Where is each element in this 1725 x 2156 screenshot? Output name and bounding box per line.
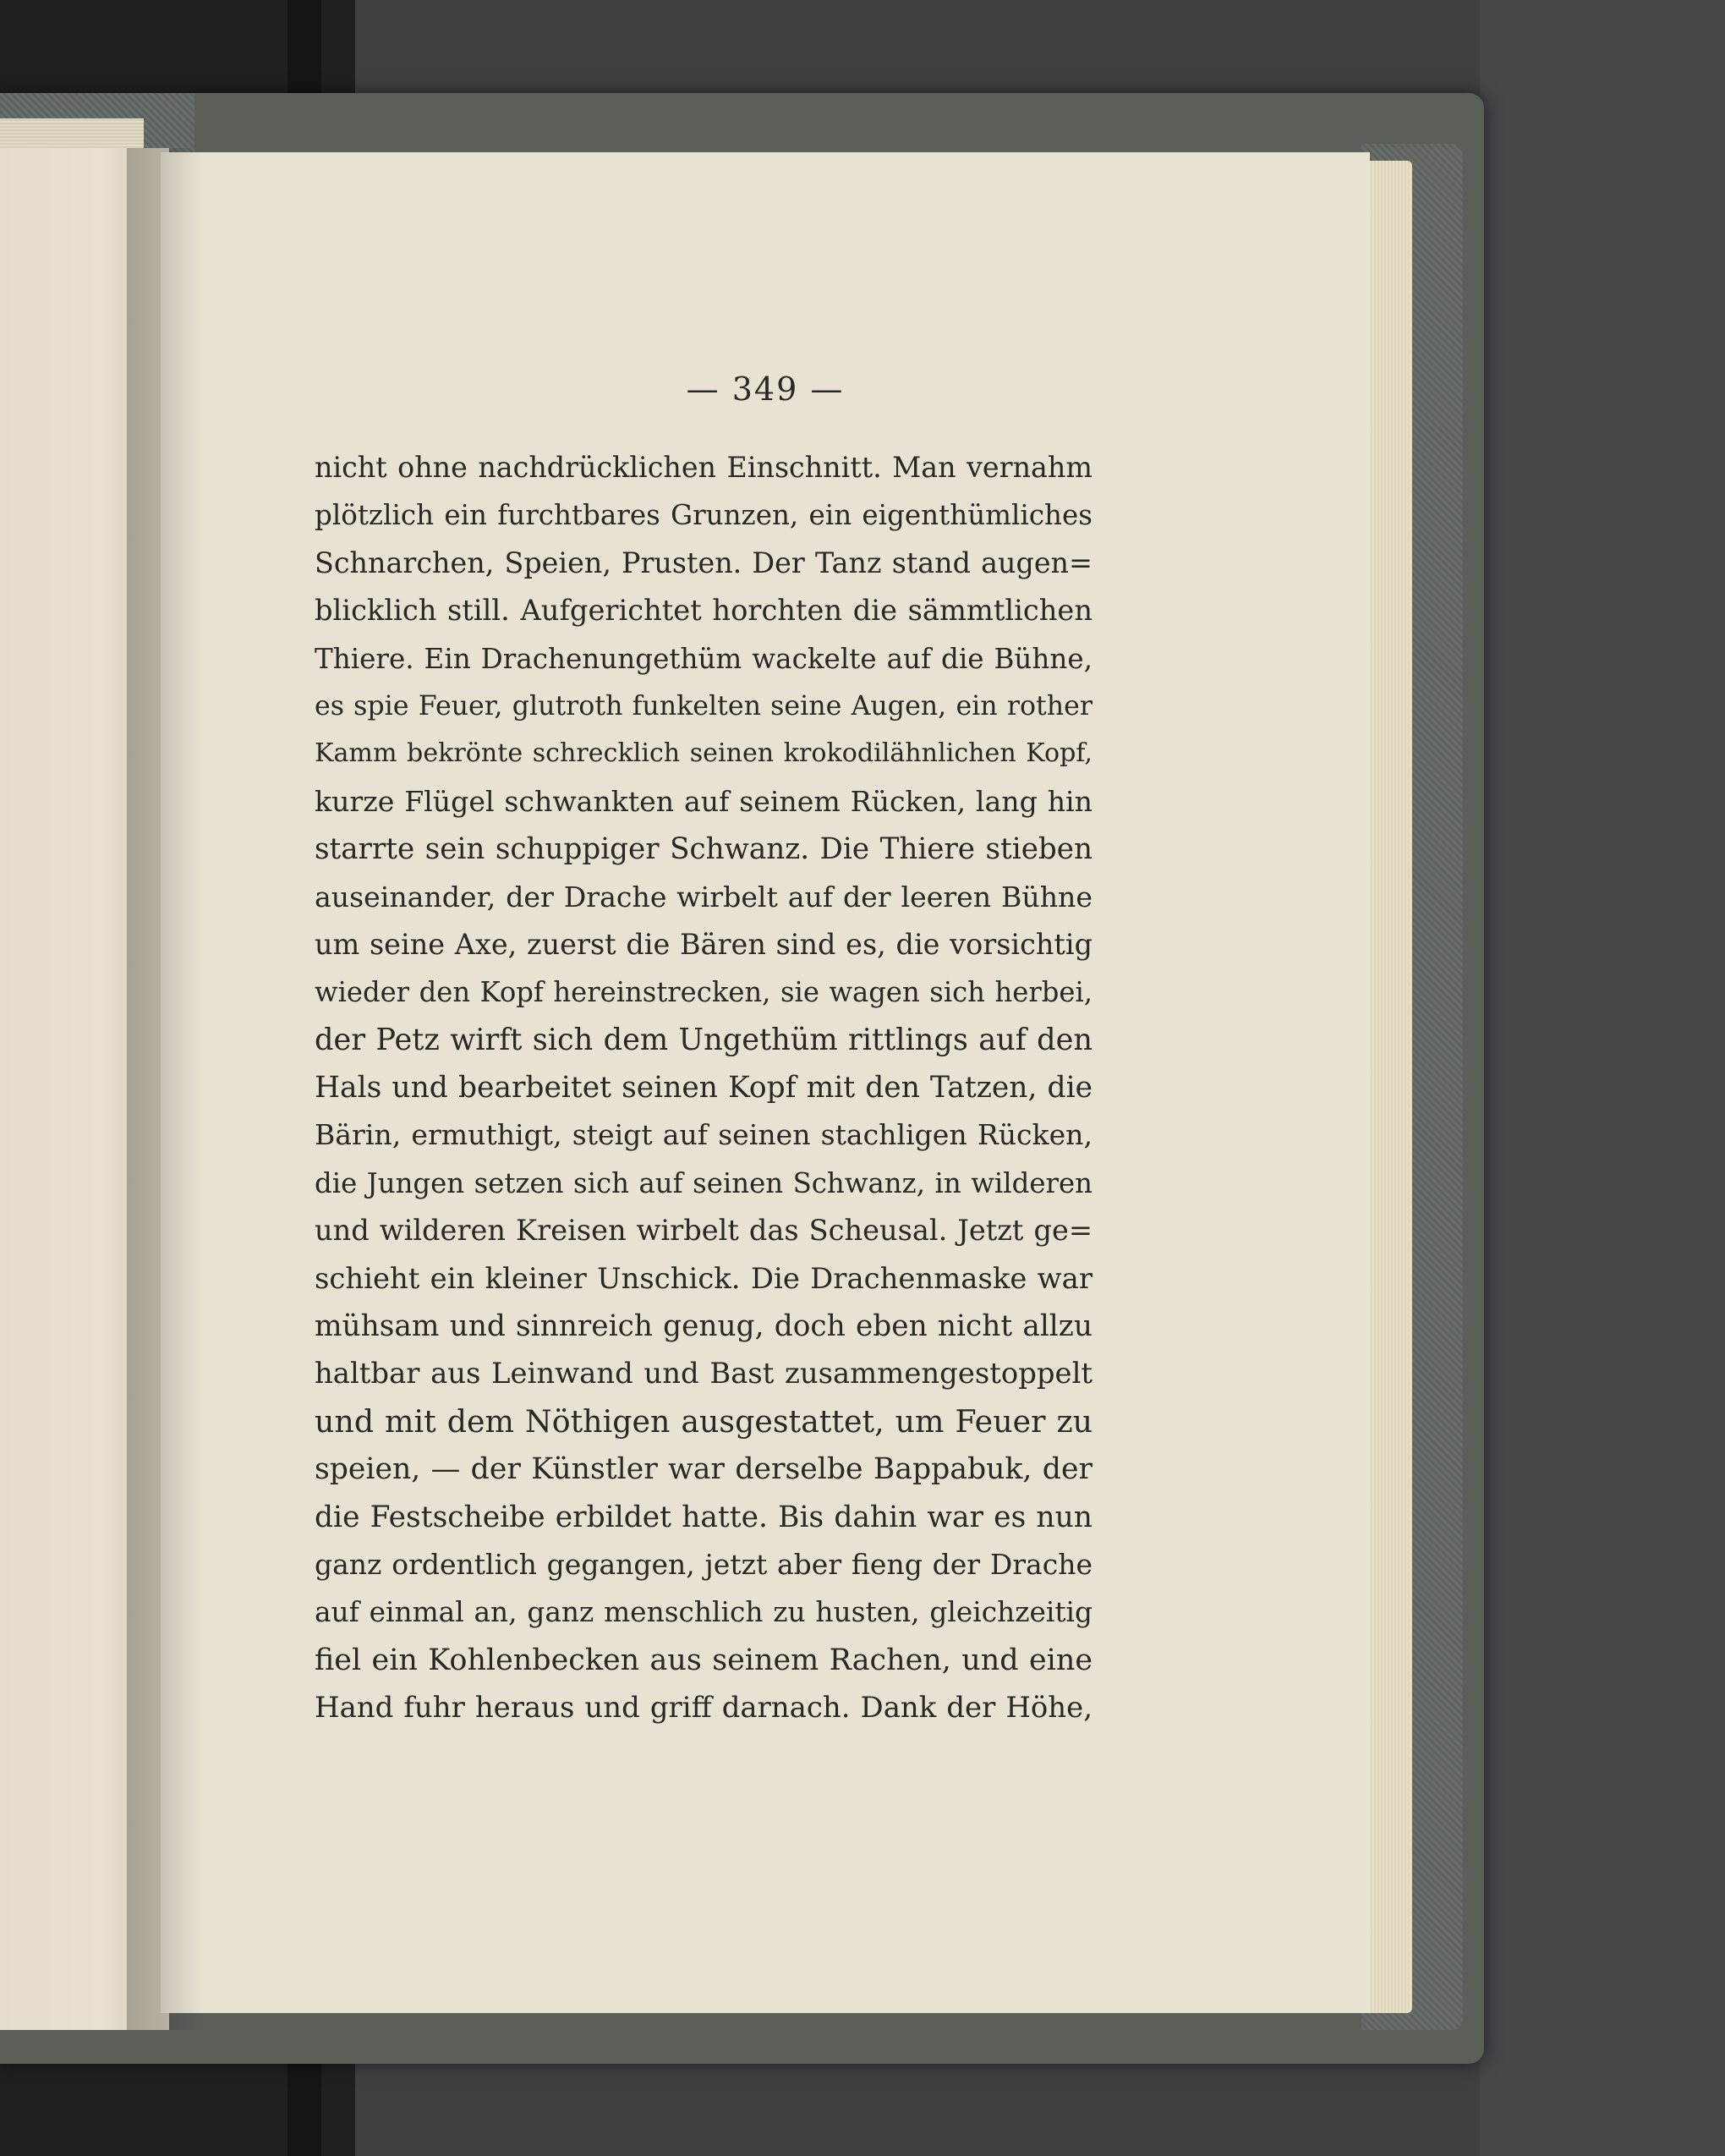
- text-line: die Festscheibe erbildet hatte. Bis dahin war es nun: [315, 1500, 1092, 1534]
- left-page-stack: [0, 118, 144, 152]
- text-line: auseinander, der Drache wirbelt auf der leeren Bühne: [315, 880, 1092, 913]
- text-line: plötzlich ein furchtbares Grunzen, ein eigenthümliches: [315, 499, 1092, 532]
- backdrop-right: [1480, 0, 1725, 2156]
- text-line: blicklich still. Aufgerichtet horchten die sämmtlichen: [315, 594, 1092, 628]
- text-line: die Jungen setzen sich auf seinen Schwanz, in wilderen: [315, 1166, 1092, 1199]
- text-line: mühsam und sinnreich genug, doch eben nicht allzu: [315, 1309, 1092, 1344]
- text-line: und wilderen Kreisen wirbelt das Scheusal. Jetzt ge=: [315, 1214, 1092, 1248]
- text-line: Hand fuhr heraus und griff darnach. Dank der Höhe,: [315, 1691, 1092, 1725]
- text-line: schieht ein kleiner Unschick. Die Drachenmaske war: [315, 1261, 1092, 1295]
- text-line: kurze Flügel schwankten auf seinem Rücken, lang hin: [315, 784, 1092, 818]
- page-body-text: [315, 444, 1092, 1732]
- text-line: Hals und bearbeitet seinen Kopf mit den Tatzen, die: [315, 1071, 1092, 1105]
- text-line: Bärin, ermuthigt, steigt auf seinen stachligen Rücken,: [315, 1118, 1092, 1152]
- text-line: es spie Feuer, glutroth funkelten seine Augen, ein rother: [315, 690, 1092, 721]
- text-line: fiel ein Kohlenbecken aus seinem Rachen, und eine: [315, 1643, 1092, 1677]
- text-line: um seine Axe, zuerst die Bären sind es, die vorsichtig: [315, 927, 1092, 961]
- text-line: nicht ohne nachdrücklichen Einschnitt. Man vernahm: [315, 451, 1092, 484]
- text-line: ganz ordentlich gegangen, jetzt aber fieng der Drache: [315, 1547, 1092, 1581]
- gutter-shadow: [127, 148, 203, 2030]
- text-line: Kamm bekrönte schrecklich seinen krokodilähnlichen Kopf,: [315, 738, 1092, 769]
- text-line: haltbar aus Leinwand und Bast zusammengestoppelt: [315, 1357, 1092, 1391]
- text-line: Thiere. Ein Drachenungethüm wackelte auf die Bühne,: [315, 642, 1092, 675]
- text-line: auf einmal an, ganz menschlich zu husten, gleichzeitig: [315, 1596, 1092, 1629]
- text-line: starrte sein schuppiger Schwanz. Die Thiere stieben: [315, 832, 1092, 867]
- text-line: und mit dem Nöthigen ausgestattet, um Feuer zu: [315, 1402, 1092, 1440]
- text-line: Schnarchen, Speien, Prusten. Der Tanz stand augen=: [315, 546, 1092, 579]
- text-line: wieder den Kopf hereinstrecken, sie wagen sich herbei,: [315, 976, 1092, 1009]
- text-line: speien, — der Künstler war derselbe Bappabuk, der: [315, 1452, 1092, 1487]
- page-number: — 349 —: [686, 370, 845, 408]
- text-line: der Petz wirft sich dem Ungethüm rittlings auf den: [315, 1022, 1092, 1057]
